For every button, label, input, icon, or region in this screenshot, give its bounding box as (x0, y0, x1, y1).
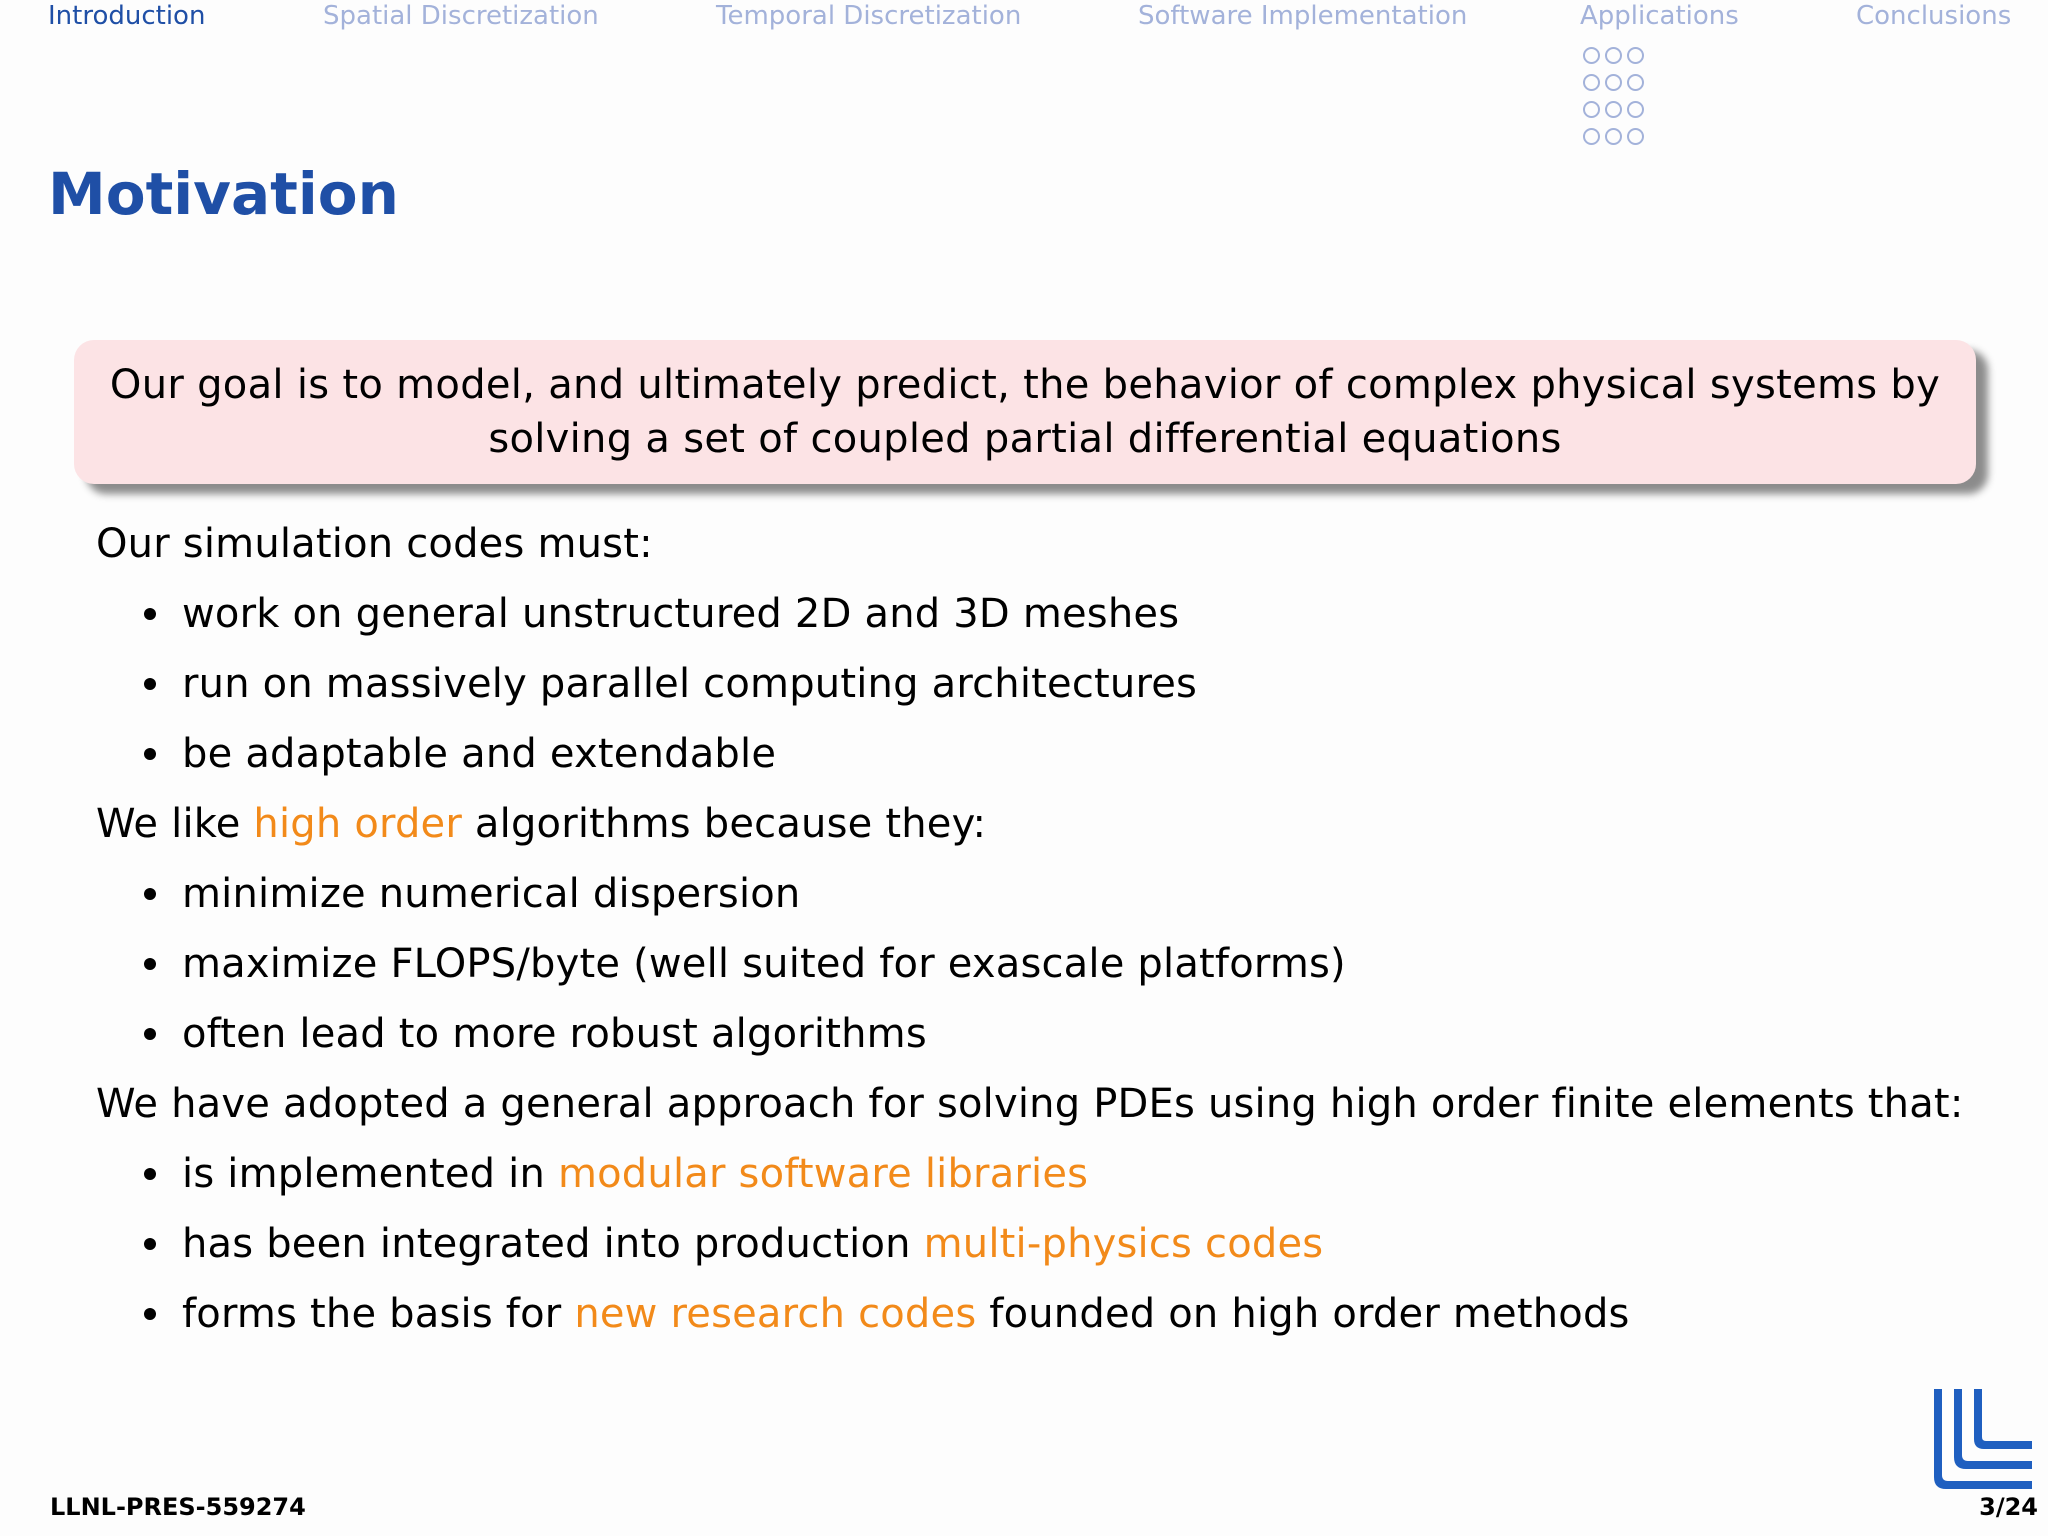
presentation-id: LLNL-PRES-559274 (50, 1493, 306, 1521)
slide-dot-icon[interactable] (1583, 128, 1600, 145)
list-item (96, 1006, 1996, 1076)
bullet-icon (144, 958, 156, 970)
approach-intro: We have adopted a general approach for solving PDEs using high order finite elements that: (96, 1081, 1964, 1127)
bullet-icon (144, 608, 156, 620)
llnl-logo-icon (1928, 1385, 2038, 1495)
applications-slide-dots (1583, 42, 1649, 150)
bullet-icon (144, 888, 156, 900)
nav-software-implementation[interactable]: Software Implementation (1138, 1, 1468, 31)
slide-dot-icon[interactable] (1605, 47, 1622, 64)
list-item-text: often lead to more robust algorithms (182, 1011, 927, 1057)
bullet-icon (144, 1308, 156, 1320)
section-navigation (0, 0, 2048, 36)
slide-body (96, 516, 1996, 1356)
goal-text (110, 358, 1940, 466)
slide-dot-icon[interactable] (1605, 128, 1622, 145)
slide-dot-icon[interactable] (1627, 128, 1644, 145)
nav-conclusions[interactable]: Conclusions (1856, 1, 2012, 31)
text-segment: forms the basis for (182, 1291, 575, 1337)
list-item (96, 936, 1996, 1006)
list-item (96, 1286, 1996, 1356)
bullet-icon (144, 1168, 156, 1180)
nav-spatial-discretization[interactable]: Spatial Discretization (323, 1, 599, 31)
list-item (96, 726, 1996, 796)
highlight-text: multi-physics codes (923, 1221, 1324, 1267)
slide-dot-icon[interactable] (1627, 47, 1644, 64)
slide-dot-icon[interactable] (1605, 101, 1622, 118)
simulation-intro: Our simulation codes must: (96, 521, 653, 567)
slide-dot-icon[interactable] (1583, 101, 1600, 118)
highlight-text: new research codes (574, 1291, 977, 1337)
list-item (96, 866, 1996, 936)
bullet-icon (144, 1028, 156, 1040)
bullet-icon (144, 678, 156, 690)
text-segment: has been integrated into production (182, 1221, 924, 1267)
slide-title: Motivation (48, 160, 399, 228)
nav-temporal-discretization[interactable]: Temporal Discretization (716, 1, 1022, 31)
bullet-icon (144, 1238, 156, 1250)
nav-applications[interactable]: Applications (1580, 1, 1739, 31)
list-item-text: run on massively parallel computing architectures (182, 661, 1198, 707)
slide-dot-icon[interactable] (1627, 74, 1644, 91)
list-item (96, 1146, 1996, 1216)
high-order-intro (96, 796, 1996, 866)
text-segment: is implemented in (182, 1151, 558, 1197)
list-item-text: be adaptable and extendable (182, 731, 777, 777)
slide-dot-icon[interactable] (1627, 101, 1644, 118)
goal-line-1: Our goal is to model, and ultimately predict, the behavior of complex physical systems by (109, 362, 1941, 408)
slide-dot-icon[interactable] (1605, 74, 1622, 91)
text-segment: founded on high order methods (976, 1291, 1630, 1337)
text-segment: algorithms because they: (462, 801, 987, 847)
slide-dot-icon[interactable] (1583, 74, 1600, 91)
text-segment: We like (96, 801, 254, 847)
goal-line-2: solving a set of coupled partial differential equations (488, 416, 1562, 462)
page-number: 3/24 (1979, 1493, 2038, 1521)
list-item (96, 656, 1996, 726)
list-item-text: work on general unstructured 2D and 3D meshes (182, 591, 1180, 637)
goal-callout-box (74, 340, 1976, 484)
list-item-text: minimize numerical dispersion (182, 871, 801, 917)
highlight-text: modular software libraries (557, 1151, 1089, 1197)
list-item-text: maximize FLOPS/byte (well suited for exascale platforms) (182, 941, 1346, 987)
highlight-text: high order (253, 801, 463, 847)
bullet-icon (144, 748, 156, 760)
nav-introduction[interactable]: Introduction (48, 1, 206, 31)
slide-dot-icon[interactable] (1583, 47, 1600, 64)
list-item (96, 1216, 1996, 1286)
list-item (96, 586, 1996, 656)
